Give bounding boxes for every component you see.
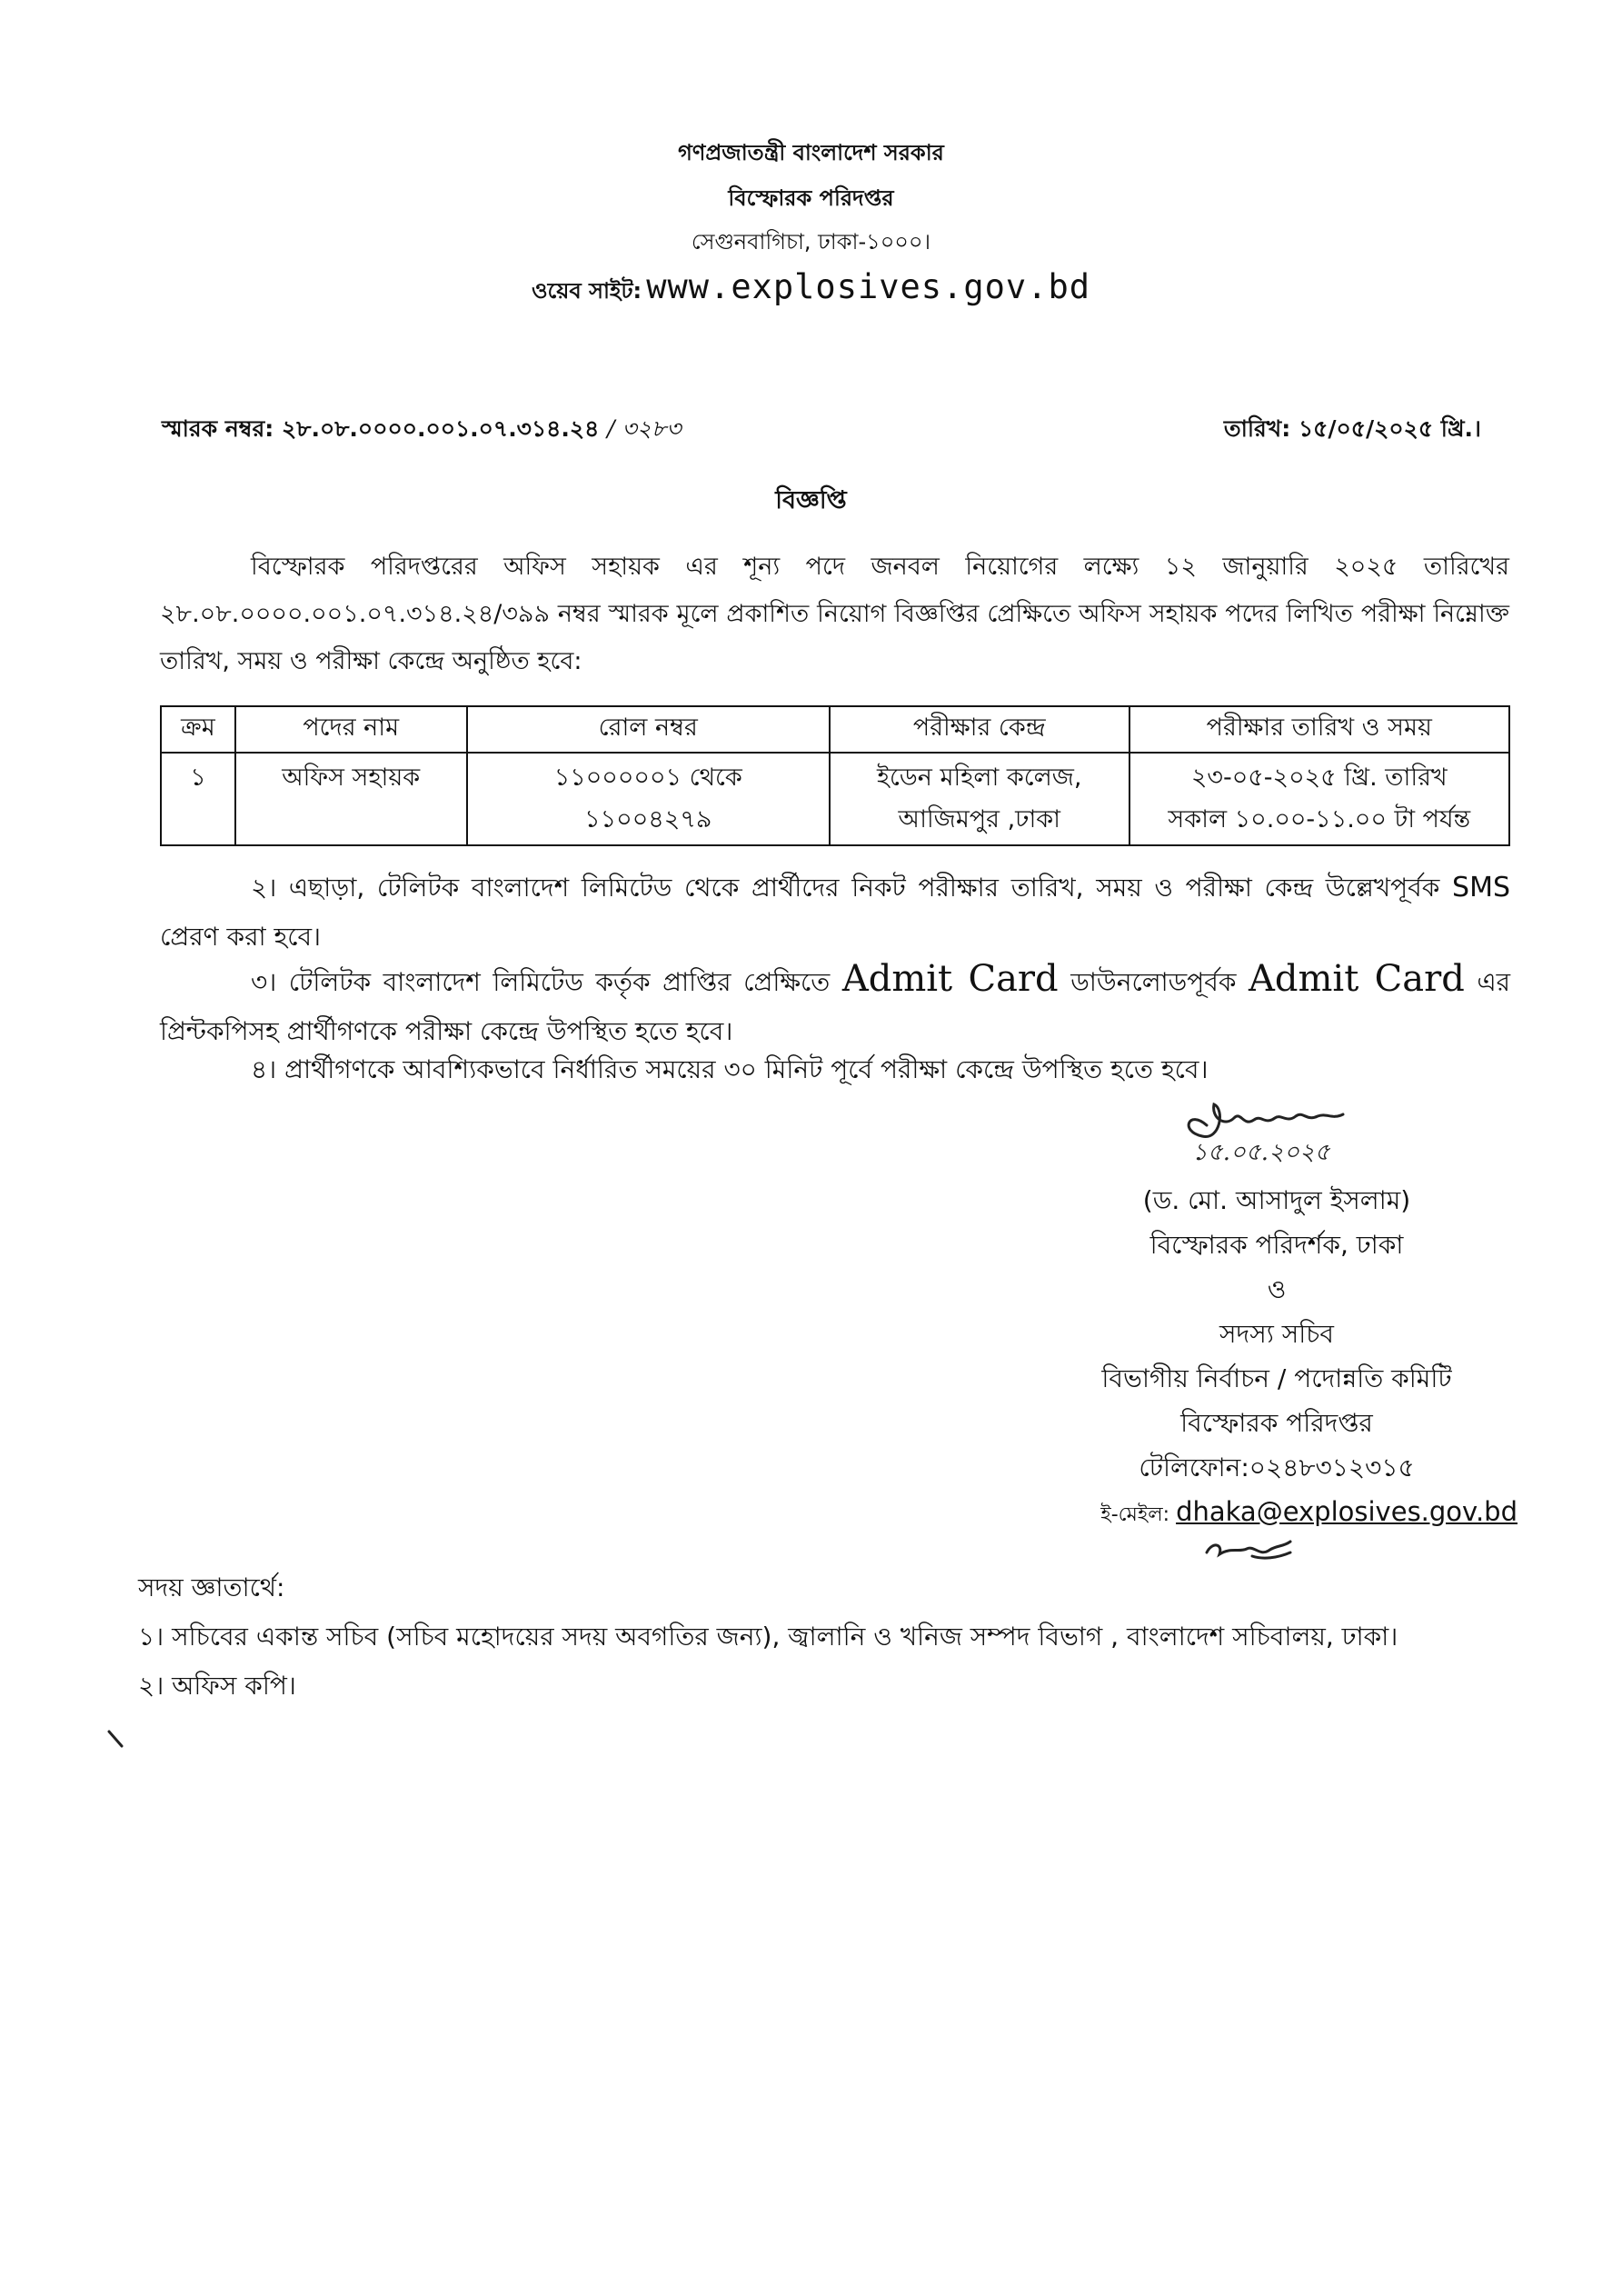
roll-from: ১১০০০০০১ থেকে (553, 764, 742, 792)
letterhead-website (0, 267, 1622, 311)
cc-item-2: ২। অফিস কপি। (138, 1671, 296, 1701)
memo-handwritten-number: / ৩২৮৩ (607, 415, 682, 442)
letterhead-department: বিস্ফোরক পরিদপ্তর (728, 185, 894, 211)
letterhead-address: সেগুনবাগিচা, ঢাকা-১০০০। (691, 229, 931, 255)
center-location: আজিমপুর ,ঢাকা (898, 805, 1061, 834)
signatory-office: বিস্ফোরক পরিদপ্তর (1180, 1408, 1373, 1438)
letterhead-government: গণপ্রজাতন্ত্রী বাংলাদেশ সরকার (678, 140, 944, 165)
point-2 (160, 863, 1510, 962)
intro-text: বিস্ফোরক পরিদপ্তরের অফিস সহায়ক এর শূন্য পদে জনবল নিয়োগের লক্ষ্যে ১২ জানুয়ারি ২০২৫ তারিখের ২৮.০৮.০০০০.০০১.০৭.৩১৪.২৪/৩৯৯ নম্বর স্মারক মূলে প্রকাশিত নিয়োগ বিজ্ঞপ্তির প্রেক্ষিতে অফিস সহায়ক পদের লিখিত পরীক্ষা নিম্নোক্ত তারিখ, সময় ও পরীক্ষা কেন্দ্রে অনুষ্ঠিত হবে: (160, 553, 1509, 675)
email-label: ই-মেইল: (1100, 1503, 1170, 1526)
handwritten-signature (1170, 1091, 1470, 1163)
exam-date: ২৩-০৫-২০২৫ খ্রি. তারিখ (1190, 764, 1448, 792)
signatory-role: সদস্য সচিব (1219, 1319, 1334, 1349)
table-header-row (161, 706, 1509, 753)
memo-date (1224, 411, 1481, 450)
website-url: www.explosives.gov.bd (646, 267, 1091, 306)
exam-time: সকাল ১০.০০-১১.০০ টা পর্যন্ত (1168, 805, 1471, 834)
header-center: পরীক্ষার কেন্দ্র (830, 706, 1129, 753)
signatory-phone: টেলিফোন:০২৪৮৩১২৩১৫ (1139, 1452, 1415, 1482)
header-datetime: পরীক্ষার তারিখ ও সময় (1129, 706, 1509, 753)
info-heading: সদয় জ্ঞাতার্থে: (138, 1572, 285, 1602)
exam-schedule-table (160, 705, 1510, 846)
cc-item-1: ১। সচিবের একান্ত সচিব (সচিব মহোদয়ের সদয় অবগতির জন্য), জ্বালানি ও খনিজ সম্পদ বিভাগ , বাংলাদেশ সচিবালয়, ঢাকা। (138, 1622, 1398, 1652)
memo-number: ২৮.০৮.০০০০.০০১.০৭.৩১৪.২৪ (281, 415, 600, 442)
cell-roll (467, 753, 830, 845)
information-section (138, 1563, 1519, 1711)
point-4 (160, 1045, 1510, 1094)
point-2-sms: SMS (1452, 872, 1511, 903)
point-2-text: ২। এছাড়া, টেলিটক বাংলাদেশ লিমিটেড থেকে প্রার্থীদের নিকট পরীক্ষার তারিখ, সময় ও পরীক্ষা কেন্দ্র উল্লেখপূর্বক (251, 873, 1440, 903)
cell-center (830, 753, 1129, 845)
point-3-text-a: ৩। টেলিটক বাংলাদেশ লিমিটেড কর্তৃক প্রাপ্তির প্রেক্ষিতে (251, 967, 831, 997)
roll-to: ১১০০৪২৭৯ (584, 805, 712, 834)
memo-label: স্মারক নম্বর: (162, 415, 274, 442)
signatory-name: (ড. মো. আসাদুল ইসলাম) (1142, 1185, 1411, 1215)
signatory-committee: বিভাগীয় নির্বাচন / পদোন্নতি কমিটি (1101, 1363, 1452, 1393)
point-3-text-c: এর প্রিন্টকপিসহ প্রার্থীগণকে পরীক্ষা কেন্দ্রে উপস্থিত হতে হবে। (160, 967, 1511, 1046)
point-3 (160, 954, 1510, 1056)
date-value: ১৫/০৫/২০২৫ খ্রি.। (1298, 415, 1481, 442)
reference-row (162, 411, 1481, 447)
point-2-end: প্রেরণ করা হবে। (160, 922, 322, 952)
header-roll: রোল নম্বর (467, 706, 830, 753)
signatory-designation: বিস্ফোরক পরিদর্শক, ঢাকা (1149, 1230, 1404, 1260)
pen-mark (107, 1730, 125, 1750)
point-3-text-b: ডাউনলোডপূর্বক (1070, 967, 1237, 997)
cell-serial: ১ (161, 753, 235, 845)
memo-reference (162, 411, 681, 450)
header-serial: ক্রম (161, 706, 235, 753)
date-label: তারিখ: (1223, 415, 1291, 442)
signature-block (1036, 1178, 1518, 1537)
header-post: পদের নাম (235, 706, 467, 753)
center-name: ইডেন মহিলা কলেজ, (877, 764, 1082, 792)
cell-post: অফিস সহায়ক (235, 753, 467, 845)
signature-date: ১৫.০৫.২০২৫ (1192, 1139, 1330, 1163)
cell-datetime (1129, 753, 1509, 845)
signatory-conjunction: ও (1267, 1274, 1287, 1304)
notice-intro (160, 544, 1509, 685)
point-3-admit-card-2: Admit Card (1249, 958, 1465, 1000)
handwritten-initial (1199, 1529, 1299, 1565)
point-4-text: ৪। প্রার্থীগণকে আবশ্যিকভাবে নির্ধারিত সময়ের ৩০ মিনিট পূর্বে পরীক্ষা কেন্দ্রে উপস্থিত হতে হবে। (251, 1054, 1209, 1084)
point-3-admit-card-1: Admit Card (841, 958, 1059, 1000)
email-address: dhaka@explosives.gov.bd (1176, 1496, 1518, 1527)
notice-title: বিজ্ঞপ্তি (775, 486, 847, 514)
table-row (161, 753, 1509, 845)
website-label: ওয়েব সাইট: (531, 278, 642, 304)
